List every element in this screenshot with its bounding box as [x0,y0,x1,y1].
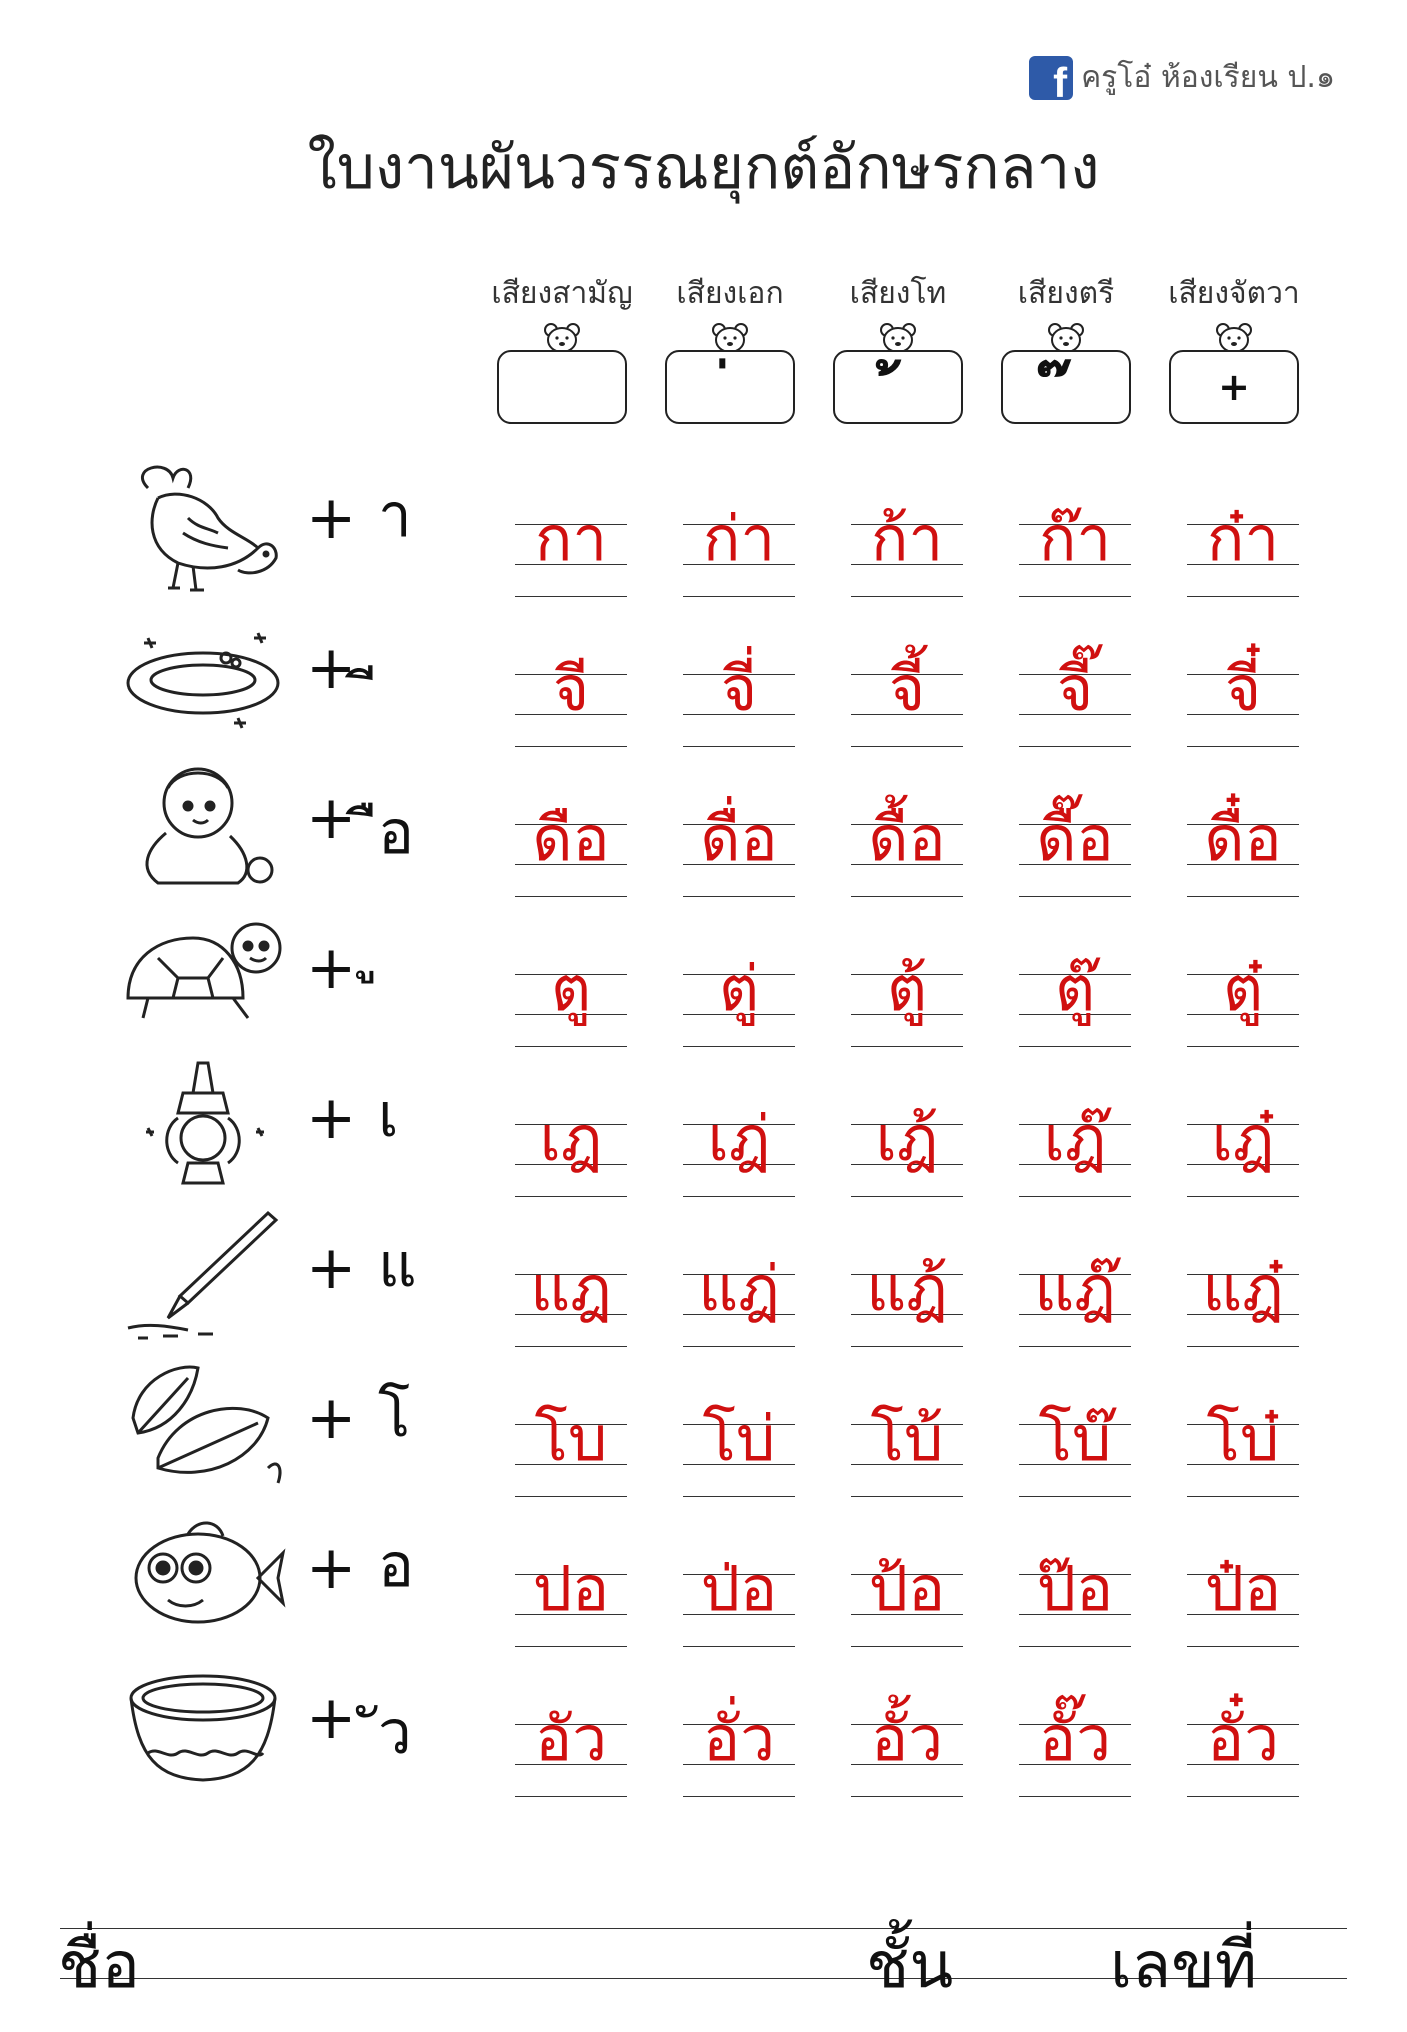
answer-cell [1019,1658,1131,1798]
answer-cell [851,1658,963,1798]
tone-mark-box [665,350,795,424]
answer-word: ตู่ [718,952,760,1025]
answer-cell [515,1508,627,1648]
exercise-row [0,458,1407,608]
tone-name: เสียงเอก [676,276,784,311]
brand-text: ครูโอ๋ ห้องเรียน ป.๑ [1081,60,1335,95]
answer-word: จี [552,652,590,725]
exercise-row [0,1508,1407,1658]
answer-word: แฎ๋ [1202,1252,1284,1325]
leaf-icon [118,1358,288,1498]
tone-name: เสียงจัตวา [1168,276,1300,311]
answer-cell [683,1508,795,1648]
plus-sign: + [306,1233,357,1303]
student-info-footer [0,1880,1407,2003]
exercise-row [0,758,1407,908]
plus-sign: + [306,933,357,1003]
plus-sign: + [306,483,357,553]
exercise-row [0,1658,1407,1808]
answer-cell [683,908,795,1048]
tone-column [982,270,1150,424]
answer-cell [515,1658,627,1798]
answer-cell [851,1508,963,1648]
answer-word: แฎ่ [698,1252,780,1325]
answer-word: โบ้ [870,1402,944,1475]
answer-word: จี่ [720,652,758,725]
answer-cell [1019,1208,1131,1348]
plus-sign: + [306,1083,357,1153]
rooster-icon [118,458,288,598]
answer-word: อัว [534,1702,608,1775]
answer-word: ก๋า [1206,502,1280,575]
exercise-row [0,1358,1407,1508]
answer-cell [683,608,795,748]
answer-word: เฎ๋ [1211,1102,1275,1175]
answer-cell [515,458,627,598]
answer-word: ตู๊ [1054,952,1096,1025]
answer-word: อั๋ว [1206,1702,1280,1775]
tone-name: เสียงสามัญ [491,276,633,311]
exercise-row [0,908,1407,1058]
bear-icon [1215,322,1253,352]
vowel: แ [378,1231,417,1301]
answer-cell [1187,608,1299,748]
answer-cell [1019,608,1131,748]
answer-word: ดื้อ [868,802,946,875]
vowel: ัว [378,1698,412,1768]
tone-mark-box [833,350,963,424]
answer-cell [683,1358,795,1498]
answer-word: แฎ [530,1252,612,1325]
number-label: เลขที่ [1110,1929,1258,2003]
answer-cell [851,1208,963,1348]
answer-word: ตู [550,952,592,1025]
answer-word: จี๊ [1056,652,1094,725]
answer-word: ป๊อ [1036,1552,1114,1625]
answer-word: ตู๋ [1222,952,1264,1025]
answer-cell [851,458,963,598]
answer-cell [1019,1508,1131,1648]
answer-cell [851,608,963,748]
exercise-row [0,608,1407,758]
answer-cell [515,608,627,748]
answer-word: ตู้ [886,952,928,1025]
answer-cell [1019,458,1131,598]
plus-sign: + [306,633,357,703]
answer-word: อั๊ว [1038,1702,1112,1775]
vowel: เ [378,1081,399,1151]
answer-word: อั้ว [870,1702,944,1775]
page-title: ใบงานผันวรรณยุกต์อักษรกลาง [307,133,1100,203]
answer-word: เฎ [539,1102,603,1175]
plus-sign: + [306,1383,357,1453]
bear-icon [711,322,749,352]
plus-sign: + [306,1533,357,1603]
answer-cell [1019,908,1131,1048]
bowl-icon [118,1658,288,1798]
answer-word: ปอ [532,1552,610,1625]
tone-header [478,270,1338,424]
answer-word: โบ่ [702,1402,776,1475]
tone-name: เสียงโท [849,276,947,311]
bear-icon [879,322,917,352]
tone-column [478,270,646,424]
tone-column [814,270,982,424]
answer-word: ดื่อ [700,802,778,875]
answer-cell [1187,1658,1299,1798]
brush-icon [118,1208,288,1348]
answer-cell [515,908,627,1048]
exercise-row [0,1058,1407,1208]
bear-icon [1047,322,1085,352]
answer-cell [683,758,795,898]
answer-word: แฎ้ [866,1252,948,1325]
answer-cell [851,1058,963,1198]
answer-word: ก่า [702,502,776,575]
tone-column [1150,270,1318,424]
answer-cell [1187,1058,1299,1198]
answer-cell [683,1058,795,1198]
answer-word: โบ [534,1402,608,1475]
answer-cell [683,1208,795,1348]
answer-cell [1187,1358,1299,1498]
answer-cell [683,1658,795,1798]
answer-cell [1187,758,1299,898]
answer-word: ป๋อ [1204,1552,1282,1625]
vowel: ือ [378,798,415,868]
tone-column [646,270,814,424]
answer-word: ดื๊อ [1036,802,1114,875]
answer-word: กา [534,502,608,575]
answer-word: ป่อ [700,1552,778,1625]
tone-mark-box [497,350,627,424]
answer-cell [1019,758,1131,898]
tone-name: เสียงตรี [1017,276,1115,311]
answer-word: ดือ [532,802,610,875]
exercise-row [0,1208,1407,1358]
answer-word: ป้อ [868,1552,946,1625]
plus-sign: + [306,783,357,853]
answer-word: ก๊า [1038,502,1112,575]
bear-icon [543,322,581,352]
answer-cell [515,758,627,898]
vowel: โ [378,1381,411,1451]
name-label: ชื่อ [58,1929,140,2003]
answer-word: แฎ๊ [1034,1252,1116,1325]
class-label: ชั้น [866,1929,954,2003]
fish-icon [118,1508,288,1648]
turtle-icon [118,908,288,1048]
vowel: า [378,481,412,551]
brand-badge [1029,54,1335,106]
answer-cell [683,458,795,598]
baby-icon [118,758,288,898]
answer-cell [1019,1358,1131,1498]
answer-word: จี้ [888,652,926,725]
answer-cell [1187,458,1299,598]
answer-word: เฎ้ [875,1102,939,1175]
answer-word: อั่ว [702,1702,776,1775]
answer-word: โบ๋ [1206,1402,1280,1475]
crown-icon [118,1058,288,1198]
answer-word: เฎ่ [707,1102,771,1175]
answer-cell [515,1058,627,1198]
answer-cell [851,1358,963,1498]
answer-word: โบ๊ [1038,1402,1112,1475]
plus-sign: + [306,1683,357,1753]
facebook-icon: f [1029,56,1073,100]
tone-mark-box [1001,350,1131,424]
tone-mark-box: + [1169,350,1299,424]
answer-cell [851,908,963,1048]
answer-cell [1187,1208,1299,1348]
plate-icon [118,608,288,748]
answer-cell [515,1208,627,1348]
answer-word: ก้า [870,502,944,575]
answer-cell [1187,908,1299,1048]
answer-cell [851,758,963,898]
answer-word: จี๋ [1224,652,1262,725]
answer-cell [1019,1058,1131,1198]
vowel: อ [378,1531,415,1601]
answer-word: เฎ๊ [1043,1102,1107,1175]
answer-word: ดื๋อ [1204,802,1282,875]
answer-cell [515,1358,627,1498]
answer-cell [1187,1508,1299,1648]
